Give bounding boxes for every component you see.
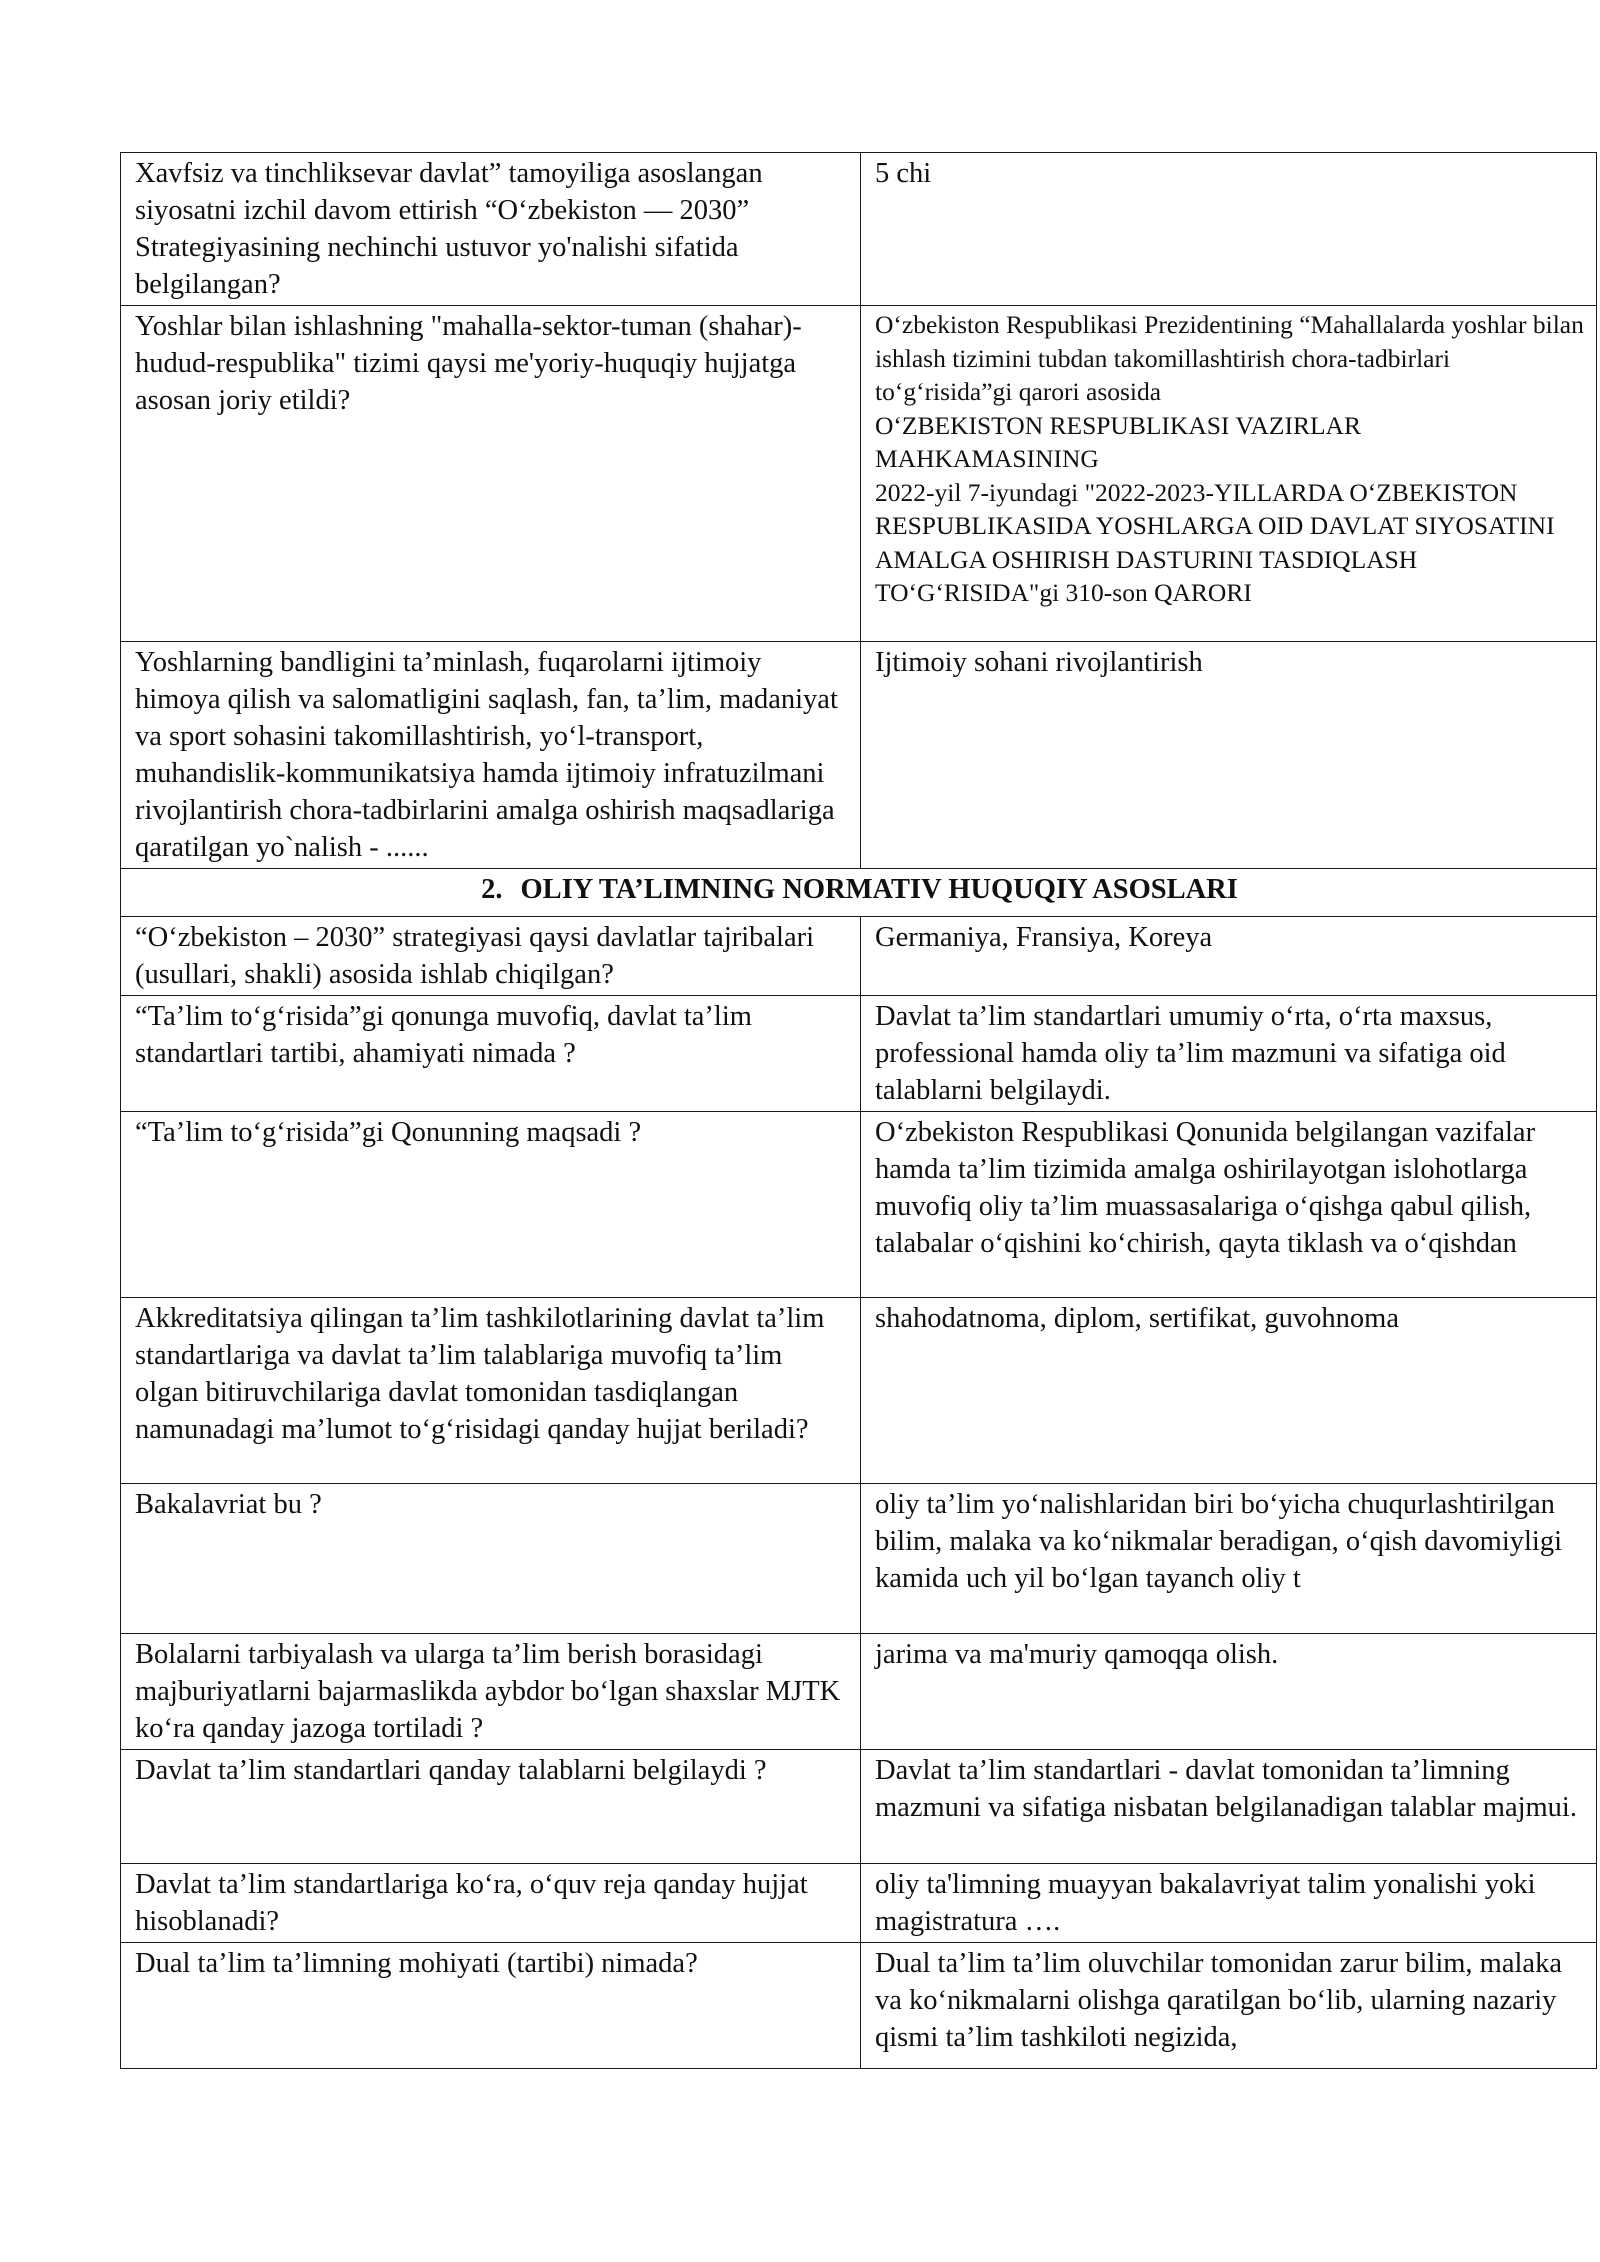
table-row — [121, 1112, 1597, 1298]
question-cell: Bolalarni tarbiyalash va ularga ta’lim berish borasidagi majburiyatlarni bajarmaslikda aybdor bo‘lgan shaxslar MJTK ko‘ra qanday jazoga tortiladi ? — [121, 1634, 861, 1750]
table-row — [121, 1864, 1597, 1943]
qa-table — [120, 152, 1597, 2069]
answer-cell: oliy ta’lim yo‘nalishlaridan biri bo‘yicha chuqurlashtirilgan bilim, malaka va ko‘nikmalar beradigan, o‘qish davomiyligi kamida uch yil bo‘lgan tayanch oliy t — [861, 1484, 1597, 1634]
question-cell: “Ta’lim to‘g‘risida”gi Qonunning maqsadi ? — [121, 1112, 861, 1298]
section-heading-row — [121, 869, 1597, 917]
table-row — [121, 153, 1597, 306]
answer-cell: O‘zbekiston Respublikasi Prezidentining “Mahallalarda yoshlar bilan ishlash tizimini tubdan takomillashtirish chora-tadbirlari to‘g‘risida”gi qarori asosida O‘ZBEKISTON RESPUBLIKASI VAZIRLAR MAHKAMASINING 2022-yil 7-iyundagi "2022-2023-YILLARDA O‘ZBEKISTON RESPUBLIKASIDA YOSHLARGA OID DAVLAT SIYOSATINI AMALGA OSHIRISH DASTURINI TASDIQLASH TO‘G‘RISIDA"gi 310-son QARORI — [861, 306, 1597, 642]
table-row — [121, 1298, 1597, 1484]
table-row — [121, 917, 1597, 996]
section-heading — [121, 869, 1597, 917]
table-row — [121, 1943, 1597, 2069]
table-row — [121, 996, 1597, 1112]
question-cell: Davlat ta’lim standartlariga ko‘ra, o‘quv reja qanday hujjat hisoblanadi? — [121, 1864, 861, 1943]
answer-cell: shahodatnoma, diplom, sertifikat, guvohnoma — [861, 1298, 1597, 1484]
answer-cell: jarima va ma'muriy qamoqqa olish. — [861, 1634, 1597, 1750]
answer-cell: Ijtimoiy sohani rivojlantirish — [861, 642, 1597, 869]
question-cell: Akkreditatsiya qilingan ta’lim tashkilotlarining davlat ta’lim standartlariga va davlat ta’lim talablariga muvofiq ta’lim olgan bitiruvchilariga davlat tomonidan tasdiqlangan namunadagi ma’lumot to‘g‘risidagi qanday hujjat beriladi? — [121, 1298, 861, 1484]
table-row — [121, 1634, 1597, 1750]
answer-cell: O‘zbekiston Respublikasi Qonunida belgilangan vazifalar hamda ta’lim tizimida amalga oshirilayotgan islohotlarga muvofiq oliy ta’lim muassasalariga o‘qishga qabul qilish, talabalar o‘qishini ko‘chirish, qayta tiklash va o‘qishdan — [861, 1112, 1597, 1298]
question-cell: Bakalavriat bu ? — [121, 1484, 861, 1634]
answer-cell: Germaniya, Fransiya, Koreya — [861, 917, 1597, 996]
question-cell: “Ta’lim to‘g‘risida”gi qonunga muvofiq, davlat ta’lim standartlari tartibi, ahamiyati nimada ? — [121, 996, 861, 1112]
section-title: OLIY TA’LIMNING NORMATIV HUQUQIY ASOSLARI — [520, 874, 1238, 905]
table-row — [121, 1484, 1597, 1634]
question-cell: Dual ta’lim ta’limning mohiyati (tartibi) nimada? — [121, 1943, 861, 2069]
table-row — [121, 1750, 1597, 1864]
answer-cell: 5 chi — [861, 153, 1597, 306]
answer-cell: Davlat ta’lim standartlari umumiy o‘rta, o‘rta maxsus, professional hamda oliy ta’lim mazmuni va sifatiga oid talablarni belgilaydi. — [861, 996, 1597, 1112]
question-cell: Yoshlar bilan ishlashning "mahalla-sektor-tuman (shahar)-hudud-respublika" tizimi qaysi me'yoriy-huquqiy hujjatga asosan joriy etildi? — [121, 306, 861, 642]
table-row — [121, 306, 1597, 642]
question-cell: Davlat ta’lim standartlari qanday talablarni belgilaydi ? — [121, 1750, 861, 1864]
question-cell: Xavfsiz va tinchliksevar davlat” tamoyiliga asoslangan siyosatni izchil davom ettirish “O‘zbekiston — 2030” Strategiyasining nechinchi ustuvor yo'nalishi sifatida belgilangan? — [121, 153, 861, 306]
answer-cell: Davlat ta’lim standartlari - davlat tomonidan ta’limning mazmuni va sifatiga nisbatan belgilanadigan talablar majmui. — [861, 1750, 1597, 1864]
table-row — [121, 642, 1597, 869]
answer-cell: Dual ta’lim ta’lim oluvchilar tomonidan zarur bilim, malaka va ko‘nikmalarni olishga qaratilgan bo‘lib, ularning nazariy qismi ta’lim tashkiloti negizida, — [861, 1943, 1597, 2069]
question-cell: “O‘zbekiston – 2030” strategiyasi qaysi davlatlar tajribalari (usullari, shakli) asosida ishlab chiqilgan? — [121, 917, 861, 996]
section-number: 2. — [481, 874, 503, 905]
answer-cell: oliy ta'limning muayyan bakalavriyat talim yonalishi yoki magistratura …. — [861, 1864, 1597, 1943]
question-cell: Yoshlarning bandligini ta’minlash, fuqarolarni ijtimoiy himoya qilish va salomatligini saqlash, fan, ta’lim, madaniyat va sport sohasini takomillashtirish, yo‘l-transport, muhandislik-kommunikatsiya hamda ijtimoiy infratuzilmani rivojlantirish chora-tadbirlarini amalga oshirish maqsadlariga qaratilgan yo`nalish - ...... — [121, 642, 861, 869]
